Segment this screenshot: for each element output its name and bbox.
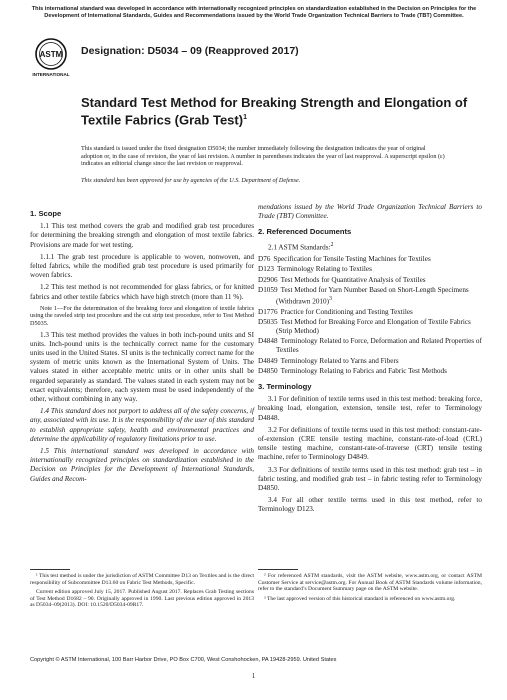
- logo-text: ASTM: [39, 50, 63, 59]
- ref-code[interactable]: D5035: [258, 317, 278, 326]
- issue-note: This standard is issued under the fixed designation D5034; the number immediately following the designation indicates the year of original adoption or, in the case of revision, the year of last revision. A number in parentheses indicates the year of last reapproval. A superscript epsilon (ε) indicates an editorial change since the last revision or reapproval.: [81, 145, 445, 168]
- ref-title: Terminology Relating to Fabrics and Fabric Test Methods: [280, 366, 447, 375]
- title-text: Standard Test Method for Breaking Strength and Elongation of Textile Fabrics (Grab Test): [81, 95, 468, 128]
- para-1-3: 1.3 This test method provides the values in both inch-pound units and SI units. Inch-pound units is the technically correct name for the customary units used in the United States. SI units is the technically correct name for the system of metric units known as the International System of Units. The values stated in either acceptable metric units or in other units shall be regarded separately as standard. The values stated in each system may not be exact equivalents; therefore, each system must be used independently of the other, without combining in any way.: [30, 330, 254, 404]
- ref-footnote-marker: 3: [329, 296, 333, 303]
- list-item: [258, 265, 482, 274]
- ref-code[interactable]: D76: [258, 255, 271, 264]
- list-item: [258, 337, 482, 355]
- page-title: [81, 95, 471, 127]
- list-item: [258, 367, 482, 376]
- footnote-2: ² For referenced ASTM standards, visit the ASTM website, www.astm.org, or contact ASTM Customer Service at service@astm.org. For Annual Book of ASTM Standards volume information, refer to the standard’s Document Summary page on the ASTM website.: [258, 573, 482, 593]
- list-item: [258, 318, 482, 336]
- para-1-1: 1.1 This test method covers the grab and modified grab test procedures for determining the breaking strength and elongation of most textile fabrics. Provisions are made for wet testing.: [30, 222, 254, 249]
- dod-approval-note: This standard has been approved for use by agencies of the U.S. Department of Defense.: [81, 177, 301, 184]
- referenced-documents-list: [258, 255, 482, 376]
- page-number: 1: [251, 672, 256, 680]
- ref-title: Practice for Conditioning and Testing Textiles: [280, 307, 413, 316]
- list-item: [258, 286, 482, 307]
- ref-code[interactable]: D1776: [258, 307, 278, 316]
- para-3-4: 3.4 For all other textile terms used in this test method, refer to Terminology D123.: [258, 496, 482, 514]
- para-1-2: 1.2 This test method is not recommended for glass fabrics, or for knitted fabrics and other textile fabrics which have high stretch (more than 11 %).: [30, 283, 254, 301]
- ref-title: Test Method for Breaking Force and Elongation of Textile Fabrics (Strip Method): [276, 317, 471, 336]
- ref-title: Terminology Related to Force, Deformation and Related Properties of Textiles: [276, 337, 482, 355]
- footnote-divider: [30, 569, 70, 570]
- footnotes-right: [258, 573, 482, 605]
- referenced-documents-heading: 2. Referenced Documents: [258, 227, 352, 237]
- list-item: [258, 308, 482, 317]
- footnote-3: ³ The last approved version of this historical standard is referenced on www.astm.org.: [264, 595, 456, 602]
- ref-code[interactable]: D4850: [258, 366, 278, 375]
- para-1-1-1: 1.1.1 The grab test procedure is applicable to woven, nonwoven, and felted fabrics, while the modified grab test procedure is used primarily for woven fabrics.: [30, 252, 254, 280]
- list-item: [258, 255, 482, 264]
- para-2-1: [258, 241, 482, 253]
- astm-standards-footnote-marker: 2: [330, 241, 334, 248]
- ref-code[interactable]: D1059: [258, 285, 278, 294]
- para-1-5-continued: mendations issued by the World Trade Organization Technical Barriers to Trade (TBT) Committee.: [258, 203, 482, 221]
- title-footnote-marker: 1: [243, 114, 247, 121]
- wto-principles-banner: This international standard was developed in accordance with internationally recognized principles on standardization established in the Decision on Principles for the Development of International Standards, Guides and Recommendations issued by the World Trade Organization Technical Barriers to Trade (TBT) Committee.: [31, 6, 477, 19]
- ref-code[interactable]: D4848: [258, 337, 278, 346]
- para-1-5: 1.5 This international standard was developed in accordance with internationally recognized principles on standardization established in the Decision on Principles for the Development of International Standards, Guides and Recom-: [30, 447, 254, 483]
- ref-title: Test Methods for Quantitative Analysis of Textiles: [280, 275, 426, 284]
- ref-title: Terminology Relating to Textiles: [276, 265, 372, 274]
- note-1: Note 1—For the determination of the breaking force and elongation of textile fabrics using the raveled strip test procedure and the cut strip test procedure, refer to Test Method D5035.: [30, 304, 254, 328]
- para-3-2: 3.2 For definitions of textile terms used in this test method: constant-rate-of-extension (CRE tensile testing machine, constant-rate-of-load (CRL) tensile testing machine, constant-rate-of-traverse (CRT) tensile testing machine, refer to Terminology D4849.: [258, 425, 482, 462]
- footnote-1: ¹ This test method is under the jurisdiction of ASTM Committee D13 on Textiles and is the direct responsibility of Subcommittee D13.60 on Fabric Test Methods, Specific.: [30, 573, 254, 586]
- ref-title: Terminology Related to Yarns and Fibers: [280, 356, 399, 365]
- astm-standards-label: 2.1 ASTM Standards:: [268, 243, 331, 251]
- copyright-line: Copyright © ASTM International, 100 Barr Harbor Drive, PO Box C700, West Conshohocken, PA 19428-2959. United States: [30, 657, 337, 663]
- scope-heading: 1. Scope: [30, 209, 62, 218]
- terminology-heading: 3. Terminology: [258, 382, 312, 392]
- logo-subtext: INTERNATIONAL: [32, 72, 70, 77]
- footnotes-left: [30, 573, 254, 612]
- list-item: [258, 357, 482, 366]
- astm-logo-icon: [30, 36, 72, 78]
- left-column: [30, 203, 254, 487]
- footnote-edition: Current edition approved July 15, 2017. Published August 2017. Replaces Grab Testing sections of Test Method D1682 – 90. Originally approved in 1990. Last previous edition approved in 2013 as D5034–09(2013). DOI: 10.1520/D5034-09R17.: [30, 589, 254, 609]
- ref-code[interactable]: D4849: [258, 356, 278, 365]
- footnote-divider: [258, 569, 298, 570]
- designation: Designation: D5034 – 09 (Reapproved 2017): [81, 45, 299, 57]
- ref-code[interactable]: D2906: [258, 275, 278, 284]
- ref-code[interactable]: D123: [258, 265, 274, 274]
- list-item: [258, 276, 482, 285]
- para-3-3: 3.3 For definitions of textile terms used in this test method: grab test – in fabric testing, and modified grab test – in fabric testing refer to Terminology D4850.: [258, 465, 482, 493]
- para-1-4: 1.4 This standard does not purport to address all of the safety concerns, if any, associated with its use. It is the responsibility of the user of this standard to establish appropriate safety, health and environmental practices and determine the applicability of regulatory limitations prior to use.: [30, 407, 254, 443]
- right-column: [258, 203, 482, 518]
- ref-title: Test Method for Yarn Number Based on Short-Length Specimens (Withdrawn 2010): [276, 285, 469, 306]
- ref-title: Specification for Tensile Testing Machines for Textiles: [273, 255, 431, 264]
- para-3-1: 3.1 For definition of textile terms used in this test method: breaking force, breaking load, elongation, extension, tensile test, refer to Terminology D4848.: [258, 395, 482, 422]
